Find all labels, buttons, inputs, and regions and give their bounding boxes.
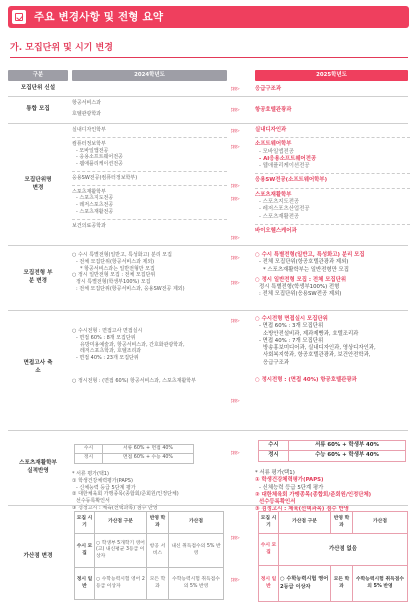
triple-arrow-icon: ▷▷▷ (231, 577, 239, 583)
new-line: 바이오헬스케어과 (255, 227, 297, 234)
new-line: 소방안전설비과, 제과제빵과, 호텔조리과 (263, 330, 359, 337)
triple-arrow-icon: ▷▷▷ (231, 144, 239, 150)
row-label-rename (8, 126, 68, 244)
old-value (72, 100, 227, 118)
row-label-sports (8, 436, 68, 500)
row-label-text: 면접고사 축소 (23, 360, 53, 374)
new-line: - 스포츠재활전공 (259, 213, 300, 220)
new-line: - 신체능력 등급 5단계 평가 (259, 484, 324, 491)
new-line: 소프트웨어학부 (255, 141, 292, 148)
old-value (72, 127, 227, 229)
old-line: 레저스포츠학과, 호텔조리과 (80, 348, 142, 355)
new-line: - 모바일앱전공 (259, 148, 294, 155)
col-header-2025: 2025학년도 (255, 70, 408, 81)
old-line: ○ 정시전형 : (면접 60%) 항공서비스과, 스포츠재활학부 (72, 377, 196, 384)
new-value (255, 127, 410, 235)
new-line: - 스포츠지도전공 (259, 199, 300, 206)
old-line: - 응용소프트웨어전공 (76, 154, 123, 161)
table-header: 가산점 구분 (95, 512, 147, 534)
new-line: 방송홍보미디어과, 실내디자인과, 영상디자인과, (263, 345, 376, 352)
table-header: 반영 학과 (147, 512, 169, 534)
new-line: 선수등록확인서 (259, 499, 296, 506)
new-line: ○ 정시 일반전형 모집 : 전체 모집단위 (255, 276, 347, 283)
triple-arrow-icon: ▷▷▷ (231, 255, 239, 261)
old-line: - 면접 60% : 8개 모집단위 (76, 334, 136, 341)
triple-arrow-icon: ▷▷▷ (231, 235, 239, 241)
table-header: 가산점 (353, 512, 408, 534)
checkbox-icon (15, 13, 23, 21)
new-bonus-table (258, 511, 408, 602)
old-bonus-table (74, 511, 224, 600)
triple-arrow-icon: ▷▷▷ (231, 535, 239, 541)
table-cell: ○ 학생부 5개학기 영어(고) 내신평균 3등급 이상자 (95, 534, 147, 568)
table-cell: 수능 60% + 학생부 40% (289, 451, 406, 461)
table-cell: 정시 일반 (259, 566, 279, 602)
triple-arrow-icon: ▷▷▷ (231, 128, 239, 134)
page-title: 주요 변경사항 및 전형 요약 (34, 11, 164, 23)
old-line: - 스포츠지도전공 (76, 195, 114, 202)
row-label-text: 모집전형 부분 변경 (23, 270, 53, 284)
old-line: 정시 특별전형(학생부100%) 모집 (76, 279, 151, 285)
new-line: : 전체 모집단위(응용SW전공 제외) (259, 291, 342, 298)
new-line: - 레저스포츠산업전공 (259, 206, 310, 213)
old-line: 응용SW전공(컴퓨터정보학부) (72, 174, 138, 181)
new-line: ○ 수시전형 면접실시 모집단위 (255, 316, 328, 322)
old-line: 호텔관광학과 (72, 110, 101, 117)
row-divider (8, 430, 408, 431)
new-line: ○ 정시전형 : (면접 40%) 항공호텔관광과 (255, 377, 357, 384)
old-line: - 레저스포츠전공 (76, 202, 114, 208)
new-line: ② 대한체육회 가맹종목(종합회/준회원/인정단체) (255, 491, 372, 498)
old-line: ○ 수시전형 : 면접고사 면접실시 (72, 328, 143, 334)
row-divider (8, 96, 408, 97)
new-line: 응급구조과 (263, 359, 290, 366)
new-notes (255, 470, 410, 514)
row-label-bonus (8, 512, 68, 602)
table-cell: 면접 60% + 수능 40% (103, 454, 194, 463)
table-header: 반영 학과 (331, 512, 353, 534)
table-cell: 수학능력시험 취득점수의 5% 반영 (169, 568, 224, 600)
table-cell: 수학능력시험 취득점수의 5% 반영 (353, 566, 408, 602)
new-line: * 스포츠재활학부는 일반전형만 모집 (263, 266, 349, 273)
new-line: ○ 수시 특별전형(일반고, 특성화고) 분리 모집 (255, 252, 365, 258)
row-label-text: 가산점 변경 (23, 553, 53, 560)
old-line: 실내디자인학부 (72, 127, 106, 133)
table-header: 모집 시기 (75, 512, 95, 534)
table-cell: 정시 일반 (75, 568, 95, 600)
row-label-text: 모집단위명 변경 (24, 177, 52, 191)
table-cell: 수시 모집 (259, 534, 279, 566)
new-line: 응용SW전공(소프트웨어학부) (255, 177, 328, 184)
old-eval-table (74, 444, 194, 464)
triple-arrow-icon: ▷▷▷ (231, 196, 239, 202)
old-line: 스포츠재활학부 (72, 188, 106, 195)
triple-arrow-icon: ▷▷▷ (231, 86, 239, 92)
new-value (255, 252, 410, 299)
table-cell: 서류 60% + 면접 40% (103, 445, 194, 454)
col-header-2024: 2024학년도 (72, 70, 227, 81)
old-line: - 면접 40% : 23개 모집단위 (76, 355, 139, 361)
table-header: 가산점 구분 (279, 512, 331, 534)
old-line: - 신체능력 등급 5단계 평가 (76, 484, 136, 491)
table-cell: 수시 모집 (75, 534, 95, 568)
table-cell: ○ 수학능력시험 영어 2등급 이상자 (279, 566, 331, 602)
new-line: - 면접 40% : 7개 모집단위 (259, 337, 324, 344)
table-cell: 가산점 없음 (279, 534, 408, 566)
old-line: 보건의료공학과 (72, 222, 106, 229)
old-line: 컴퓨터정보학부 (72, 140, 106, 147)
triple-arrow-icon: ▷▷▷ (231, 183, 239, 189)
triple-arrow-icon: ▷▷▷ (231, 398, 239, 404)
row-divider (8, 505, 408, 506)
old-line: ③ 경정고시 : 체육(선택과목) 점수 반영 (72, 504, 158, 511)
old-line: ② 대한체육회 가맹종목(종합회/준회원/인정단체) (72, 491, 179, 498)
old-line: - 스포츠재활전공 (76, 208, 114, 215)
old-line: * 서류 평가(택1) (72, 471, 109, 477)
table-header: 모집 시기 (259, 512, 279, 534)
row-divider (8, 123, 408, 124)
triple-arrow-icon: ▷▷▷ (231, 280, 239, 286)
col-header-category: 구분 (8, 70, 68, 81)
triple-arrow-icon: ▷▷▷ (231, 107, 239, 113)
old-value (72, 328, 227, 385)
new-line: * 서류 평가(택1) (255, 470, 295, 476)
new-line: 사회복지학과, 항공호텔관광과, 보건안전학과, (263, 352, 371, 359)
checkbox-icon-wrap (12, 10, 26, 24)
new-line: 정시 특별전형(학생부100%) 전형 (259, 284, 340, 291)
old-line: : 전체 모집단위(항공서비스과, 응용SW전공 제외) (76, 285, 185, 292)
row-label-partial-change (8, 250, 68, 306)
new-line: 실내디자인과 (255, 127, 287, 133)
table-cell: ○ 수학능력시험 영어 2등급 이상자 (95, 568, 147, 600)
table-cell: 모든 학과 (331, 566, 353, 602)
old-line: - 전체 모집단위(항공서비스과 제외) (76, 258, 155, 265)
new-line: ① 학생건강체력평가(PAPS) (255, 477, 324, 484)
old-line: ○ 정시 일반전형 모집 : 전체 모집단위 (72, 272, 156, 279)
row-label-merge: 통합 모집 (26, 106, 50, 113)
old-line: 선수등록확인서 (76, 498, 110, 504)
divider (10, 57, 408, 58)
new-line: - 면접 60% : 3개 모집단위 (259, 323, 324, 330)
table-cell: 수시 (75, 445, 103, 454)
table-cell: 모든 학과 (147, 568, 169, 600)
table-cell: 항공 서비스 (147, 534, 169, 568)
old-line: - 웹애플리케이션전공 (76, 161, 123, 167)
new-value: 응급구조과 (255, 86, 282, 92)
row-divider (8, 310, 408, 311)
new-value (255, 316, 410, 384)
table-cell: 정시 (259, 451, 289, 461)
old-line: - 모바일앱전공 (76, 147, 109, 154)
new-value: 항공호텔관광과 (255, 107, 292, 113)
row-label-interview (8, 314, 68, 422)
new-line: ③ 검정고시 : 체육(선택과목) 점수 반영 (255, 506, 349, 513)
row-label-new-unit: 모집단위 신설 (20, 85, 56, 92)
old-line: * 항공서비스과는 일반전형만 모집 (80, 265, 155, 272)
new-line: - 전체 모집단위(항공호텔관광과 제외) (259, 259, 349, 266)
table-cell: 정시 (75, 454, 103, 463)
new-line: 스포츠재활학부 (255, 191, 292, 198)
table-cell: 수시 (259, 441, 289, 451)
new-line: - AI응용소프트웨어전공 (259, 155, 317, 162)
old-value (72, 252, 227, 293)
header-banner (8, 6, 409, 28)
old-line: 유방미용예술과, 항공서비스과, 간호화관광학과, (80, 341, 185, 348)
row-label-text: 스포츠재활학부 실적반영 (19, 460, 57, 474)
old-line: ① 학생건강체력평가(PAPS) (72, 477, 133, 484)
triple-arrow-icon: ▷▷▷ (231, 450, 239, 456)
old-line: ○ 수시 특별전형(일반고, 특성화고) 분리 모집 (72, 252, 172, 258)
section-title: 가. 모집단위 및 시기 변경 (10, 43, 113, 53)
new-eval-table (258, 440, 406, 462)
table-header: 가산점 (169, 512, 224, 534)
table-cell: 내신 취득점수의 5% 반영 (169, 534, 224, 568)
old-line: 항공서비스과 (72, 100, 101, 106)
triple-arrow-icon: ▷▷▷ (231, 318, 239, 324)
row-divider (8, 245, 408, 246)
new-line: - 웹애플리케이션전공 (259, 163, 310, 170)
table-cell: 서류 60% + 학생부 40% (289, 441, 406, 451)
